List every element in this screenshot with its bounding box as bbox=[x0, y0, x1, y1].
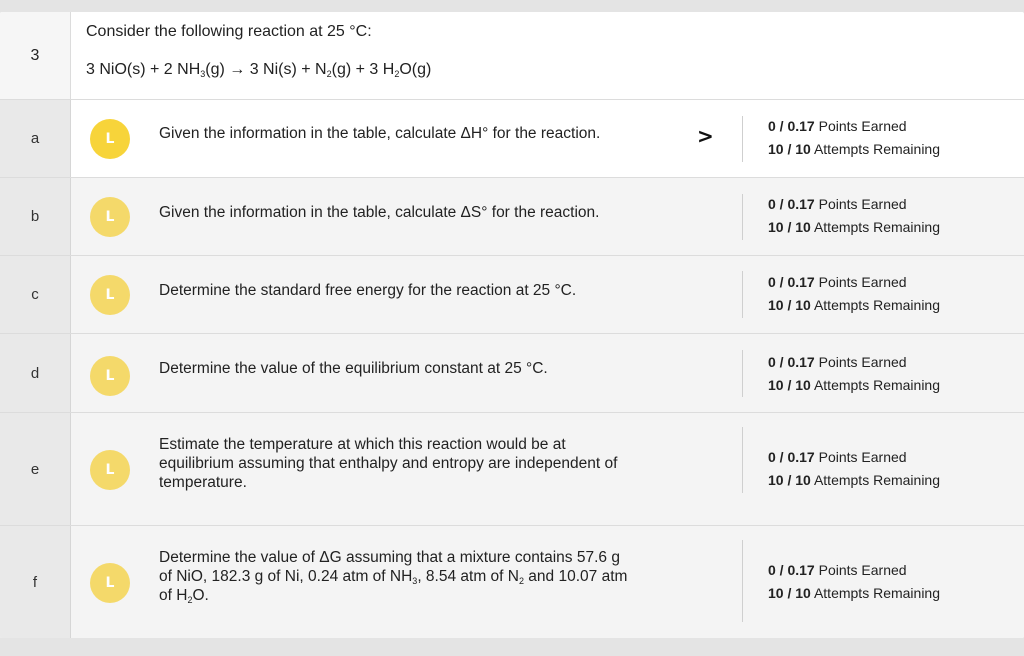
part-question-text: Determine the standard free energy for the reaction at 25 °C. bbox=[159, 282, 577, 299]
part-stats: 0 / 0.17 Points Earned 10 / 10 Attempts Remaining bbox=[768, 118, 941, 157]
part-row-e[interactable] bbox=[0, 413, 1024, 526]
part-question-text: Determine the value of ΔG assuming that a mixture contains 57.6 g of NiO, 182.3 g of Ni, 0.24 atm of $NH_3$, 8.54 atm of $N_2$ and 10.07 atm of $H_2O$. bbox=[159, 549, 628, 605]
part-stats: 0 / 0.17 Points Earned 10 / 10 Attempts Remaining bbox=[768, 354, 941, 393]
part-letter: a bbox=[0, 100, 71, 177]
divider bbox=[742, 116, 743, 162]
part-stats: 0 / 0.17 Points Earned 10 / 10 Attempts Remaining bbox=[768, 562, 941, 601]
part-question-text: Given the information in the table, calculate ΔS° for the reaction. bbox=[159, 204, 600, 221]
divider bbox=[742, 350, 743, 397]
part-letter: d bbox=[0, 334, 71, 412]
part-status-icon: L bbox=[90, 450, 130, 490]
divider bbox=[742, 194, 743, 240]
part-question-text: Given the information in the table, calculate ΔH° for the reaction. bbox=[159, 125, 601, 142]
part-status-icon: L bbox=[90, 197, 130, 237]
part-question-text: Estimate the temperature at which this reaction would be at equilibrium assuming that enthalpy and entropy are independent of temperature. bbox=[159, 436, 618, 491]
question-prompt: Consider the following reaction at 25 °C: bbox=[86, 23, 372, 40]
part-row-d[interactable] bbox=[0, 334, 1024, 413]
part-status-icon: L bbox=[90, 356, 130, 396]
part-letter: e bbox=[0, 413, 71, 525]
divider bbox=[742, 540, 743, 622]
part-row-b[interactable] bbox=[0, 178, 1024, 256]
divider bbox=[742, 427, 743, 493]
part-stats: 0 / 0.17 Points Earned 10 / 10 Attempts Remaining bbox=[768, 274, 941, 313]
part-status-icon: L bbox=[90, 563, 130, 603]
part-letter: b bbox=[0, 178, 71, 255]
part-status-icon: L bbox=[90, 275, 130, 315]
chevron-right-icon[interactable]: > bbox=[697, 124, 714, 148]
divider bbox=[742, 271, 743, 318]
part-row-f[interactable] bbox=[0, 526, 1024, 638]
part-row-c[interactable] bbox=[0, 256, 1024, 334]
part-row-a[interactable] bbox=[0, 100, 1024, 178]
part-letter: c bbox=[0, 256, 71, 333]
part-stats: 0 / 0.17 Points Earned 10 / 10 Attempts Remaining bbox=[768, 196, 941, 235]
question-header bbox=[0, 12, 1024, 100]
part-letter: f bbox=[0, 526, 71, 638]
question-stem bbox=[86, 23, 431, 79]
reaction-equation: 3 NiO(s) + 2 $NH_3(g) \to 3$ $Ni(s) + N_2(g) + 3$ $H_2O(g)$ bbox=[86, 61, 432, 79]
part-status-icon: L bbox=[90, 119, 130, 159]
question-card bbox=[0, 12, 1024, 638]
question-number: 3 bbox=[0, 12, 71, 99]
part-question-text: Determine the value of the equilibrium constant at 25 °C. bbox=[159, 360, 548, 377]
part-stats: 0 / 0.17 Points Earned 10 / 10 Attempts Remaining bbox=[768, 449, 941, 488]
